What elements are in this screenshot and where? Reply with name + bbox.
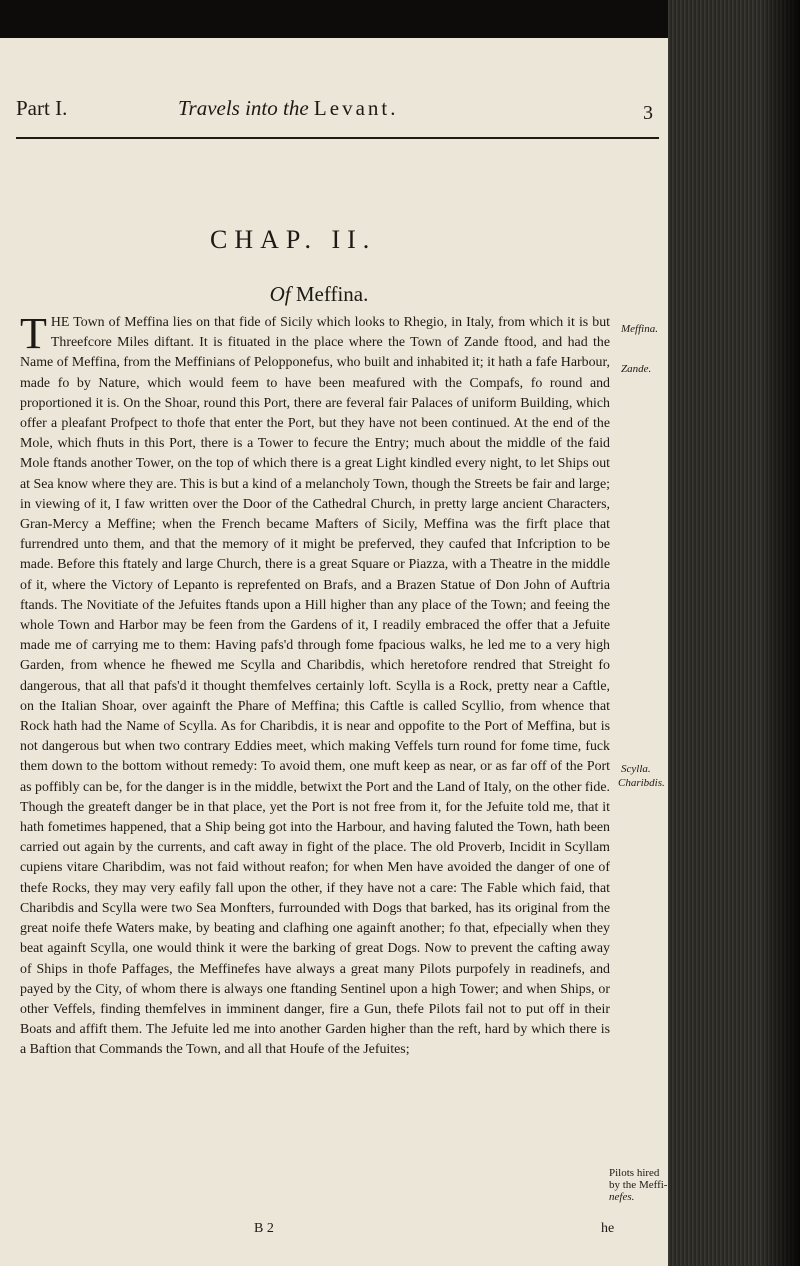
paragraph-text: HE Town of Meffina lies on that fide of Sicily which looks to Rhegio, in Italy, from which it is but Threefcore Miles diftant. It is fituated in the place where the Town of Zande ftood, and had the Name of Meffina, from the Meffinians of Pelopponefus, who built and inhabited it; it hath a fafe Harbour, made fo by Nature, which would feem to have been meafured with the Compafs, fo round and proportioned it is. On the Shoar, round this Port, there are feveral fair Palaces of uniform Building, which offer a pleafant Profpect to thofe that enter the Port, but they have not been continued. At the end of the Mole, which fhuts in this Port, there is a Tower to fecure the Entry; much about the middle of the faid Mole ftands another Tower, on the top of which there is a great Light kindled every night, to let Ships out at Sea know where they are. This is but a kind of a melancholy Town, though the Streets be fair and large; in viewing of it, I faw written over the Door of the Cathedral Church, in pretty large ancient Characters, Gran-Mercy a Meffine; when the French became Mafters of Sicily, Meffina was the firft place that furrendred unto them, and that the memory of it might be preferved, they caufed that Infcription to be made. Before this ftately and large Church, there is a great Square or Piazza, with a Theatre in the middle of it, where the Victory of Lepanto is reprefented on Brafs, and a Brazen Statue of Don John of Auftria ftands. The Novitiate of the Jefuites ftands upon a Hill higher than any place of the Town; and feeing the whole Town and Harbor may be feen from the Gardens of it, I readily embraced the offer that a Jefuite made me of carrying me to them: Having pafs'd through fome fpacious walks, he led me to a very high Garden, from whence he fhewed me Scylla and Charibdis, which heretofore rendred that Streight fo dangerous, that all that pafs'd it thought themfelves certainly loft. Scylla is a Rock, pretty near a Caftle, on the Italian Shoar, over againft the Phare of Meffina; this Caftle is called Scyllio, from whence that Rock hath had the Name of Scylla. As for Charibdis, it is near and oppofite to the Port of Meffina, but is not dangerous but when two contrary Eddies meet, which making Veffels turn round for fome time, fuck them down to the bottom without remedy: To avoid them, one muft keep as near, or as far off of the Port as poffibly can be, for the danger is in the middle, betwixt the Port and the Land of Italy, on the other fide. Though the greateft danger be in that place, yet the Port is not free from it, for the Jefuite told me, that it hath fometimes happened, that a Ship being got into the Harbour, and having faluted the Town, hath been carried out again by the currents, and caft away in fight of the place. The old Proverb, Incidit in Scyllam cupiens vitare Charibdim, was not faid without reafon; for when Men have avoided the danger of one of thefe Rocks, they may very eafily fall upon the other, if they have not a care: The Fable which faid, that Charibdis and Scylla were two Sea Monfters, furrounded with Dogs that barked, has its original from the great noife thefe Waters make, by beating and clafhing one againft another; fo that, efpecially when they beat againft Scylla, one would think it were the barking of great Dogs. Now to prevent the cafting away of Ships in thofe Paffages, the Meffinefes have always a great many Pilots purpofely in readinefs, and payed by the City, of whom there is always one ftanding Sentinel upon a high Tower; and when Ships, or other Veffels, finding themfelves in imminent danger, fire a Gun, thefe Pilots fail not to put off in their Boats and affift them. The Jefuite led me into another Garden higher than the reft, hard by which there is a Baftion that Commands the Town, and all that Houfe of the Jefuites; [20,315,610,1058]
page-footer [0,1221,668,1241]
spine-shadow [760,0,800,1266]
subhead-name: Meffina. [295,282,369,306]
paragraph [20,309,610,1061]
catchword: he [601,1221,615,1236]
margin-note-pilots-1: Pilots hired [609,1167,660,1179]
page-number: 3 [643,102,653,124]
part-label: Part I. [16,96,68,120]
signature-mark: B 2 [254,1221,274,1236]
book-page [0,38,668,1266]
running-title-end: Levant. [313,96,399,120]
drop-cap: T [20,309,47,358]
margin-note-pilots-2: by the Meffi- [609,1179,668,1191]
head-rule [16,137,659,139]
running-title [178,96,398,121]
margin-note-zande: Zande. [621,363,652,375]
margin-note-scylla: Scylla. [621,763,651,775]
chapter-heading: CHAP. II. [210,225,377,254]
running-head [0,96,668,136]
subhead-prefix: Of [269,282,291,306]
chapter-subhead [0,282,668,307]
margin-note-messina: Meffina. [621,323,658,335]
margin-note-pilots-3: nefes. [609,1191,635,1203]
body-text [20,309,610,1061]
running-title-text: Travels into the [178,96,309,120]
margin-note-charibdis: Charibdis. [618,777,665,789]
